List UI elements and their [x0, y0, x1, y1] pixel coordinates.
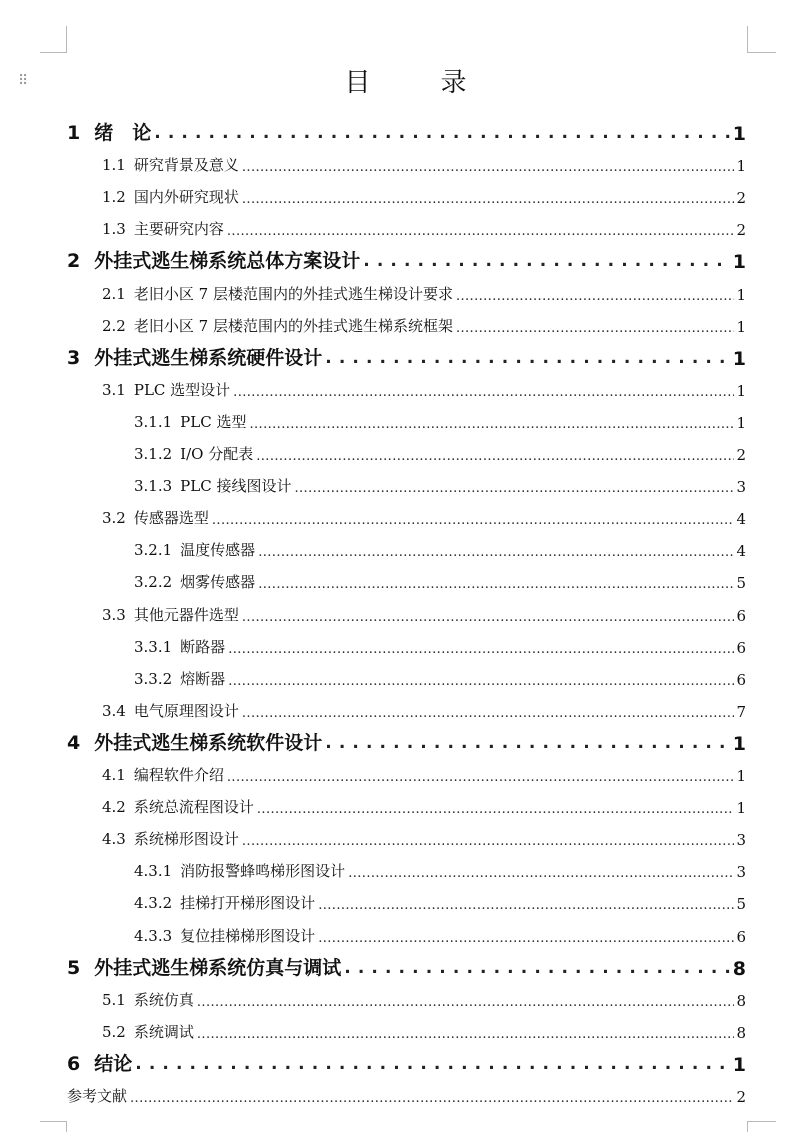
toc-section-entry[interactable]: [134, 633, 746, 657]
toc-dot-leader: [294, 482, 734, 492]
toc-entry-label: [102, 507, 209, 528]
page-corner-mark-bottom-right: [747, 1121, 776, 1132]
toc-entry-label: [102, 315, 453, 336]
toc-page-number: 2: [736, 221, 746, 239]
toc-references-entry[interactable]: [67, 1082, 746, 1106]
toc-entry-label: [102, 828, 239, 849]
toc-chapter-entry[interactable]: [67, 1050, 746, 1076]
toc-section-entry[interactable]: [102, 280, 746, 304]
toc-page-number: 3: [736, 478, 746, 496]
toc-section-entry[interactable]: [134, 440, 746, 464]
toc-section-entry[interactable]: [102, 1018, 746, 1042]
toc-chapter-entry[interactable]: [67, 344, 746, 370]
toc-section-entry[interactable]: [102, 761, 746, 785]
toc-page-number: 3: [736, 831, 746, 849]
toc-entry-text: 系统调试: [133, 1023, 194, 1041]
toc-entry-text: 国内外研究现状: [133, 188, 239, 206]
toc-entry-number: 3.3.2: [134, 670, 173, 688]
toc-entry-text: 外挂式逃生梯系统仿真与调试: [94, 957, 342, 979]
toc-entry-text: 消防报警蜂鸣梯形图设计: [180, 862, 346, 880]
toc-entry-text: 系统梯形图设计: [133, 830, 239, 848]
toc-entry-number: 4.2: [102, 798, 126, 816]
toc-entry-label: [67, 343, 322, 370]
toc-entry-label: [102, 1021, 194, 1042]
toc-entry-number: 2.2: [102, 317, 126, 335]
toc-entry-text: 老旧小区 7 层楼范围内的外挂式逃生梯设计要求: [133, 285, 453, 303]
toc-entry-label: [134, 571, 255, 592]
toc-page-number: 1: [736, 157, 746, 175]
toc-page-number: 4: [736, 542, 746, 560]
toc-section-entry[interactable]: [102, 183, 746, 207]
page-corner-mark-top-right: [747, 26, 776, 53]
toc-dot-leader: [130, 1092, 734, 1102]
toc-section-entry[interactable]: [102, 825, 746, 849]
toc-page-number: 2: [736, 189, 746, 207]
toc-entry-number: 3.3.1: [134, 638, 173, 656]
toc-section-entry[interactable]: [134, 408, 746, 432]
toc-entry-label: [134, 443, 253, 464]
toc-entry-number: 1.1: [102, 156, 126, 174]
toc-entry-text: 系统总流程图设计: [133, 798, 254, 816]
toc-page-number: 8: [736, 992, 746, 1010]
toc-entry-number: 3.2.1: [134, 541, 173, 559]
toc-section-entry[interactable]: [134, 889, 746, 913]
toc-chapter-entry[interactable]: [67, 729, 746, 755]
toc-entry-number: 4.3.1: [134, 862, 173, 880]
toc-entry-number: 4: [67, 732, 81, 754]
toc-entry-text: 断路器: [180, 638, 226, 656]
toc-entry-number: 5: [67, 957, 81, 979]
toc-entry-number: 2: [67, 250, 81, 272]
toc-dot-leader: [258, 546, 734, 556]
toc-entry-label: [134, 636, 225, 657]
toc-section-entry[interactable]: [102, 151, 746, 175]
toc-entry-number: 3.2: [102, 509, 126, 527]
toc-entry-label: [102, 283, 453, 304]
toc-page-number: 1: [732, 1054, 746, 1076]
toc-section-entry[interactable]: [134, 922, 746, 946]
toc-dot-leader: [256, 450, 734, 460]
toc-page-number: 6: [736, 671, 746, 689]
toc-page-number: 8: [736, 1024, 746, 1042]
toc-entry-text: 参考文献: [67, 1087, 128, 1105]
toc-dot-leader: [258, 578, 734, 588]
toc-entry-label: [134, 860, 345, 881]
toc-page-number: 1: [732, 348, 746, 370]
toc-page-number: 1: [736, 799, 746, 817]
toc-entry-text: 外挂式逃生梯系统软件设计: [94, 732, 323, 754]
toc-page-number: 3: [736, 863, 746, 881]
toc-entry-text: 系统仿真: [133, 991, 194, 1009]
toc-section-entry[interactable]: [102, 697, 746, 721]
toc-entry-label: [67, 953, 341, 980]
toc-entry-number: 3.1.3: [134, 477, 173, 495]
toc-entry-number: 4.3: [102, 830, 126, 848]
toc-entry-label: [67, 728, 322, 755]
toc-chapter-entry[interactable]: [67, 247, 746, 273]
toc-entry-label: [102, 604, 239, 625]
page-title: 目 录: [344, 68, 489, 98]
toc-page-number: 7: [736, 703, 746, 721]
toc-entry-text: I/O 分配表: [180, 445, 254, 463]
toc-entry-number: 4.3.3: [134, 927, 173, 945]
toc-entry-label: [102, 764, 224, 785]
toc-entry-label: [102, 700, 239, 721]
toc-dot-leader: [227, 771, 735, 781]
toc-entry-label: [102, 186, 239, 207]
toc-page-number: 2: [736, 1088, 746, 1106]
toc-page-number: 5: [736, 574, 746, 592]
toc-entry-text: 复位挂梯梯形图设计: [180, 927, 316, 945]
toc-entry-text: 其他元器件选型: [133, 606, 239, 624]
toc-dot-leader: [197, 996, 735, 1006]
toc-entry-number: 3.1.2: [134, 445, 173, 463]
toc-entry-number: 3.1: [102, 381, 126, 399]
toc-dot-leader: [154, 128, 731, 140]
drag-handle-icon[interactable]: ⠿: [18, 73, 28, 89]
toc-section-entry[interactable]: [102, 601, 746, 625]
toc-section-entry[interactable]: [134, 472, 746, 496]
toc-page-number: 8: [732, 958, 746, 980]
toc-entry-label: [134, 475, 291, 496]
toc-dot-leader: [242, 835, 735, 845]
toc-entry-text: 熔断器: [180, 670, 226, 688]
toc-entry-text: 主要研究内容: [133, 220, 224, 238]
toc-entry-label: [134, 892, 315, 913]
toc-entry-label: [102, 218, 224, 239]
toc-page-number: 1: [736, 318, 746, 336]
toc-entry-number: 3.1.1: [134, 413, 173, 431]
toc-page-number: 1: [736, 382, 746, 400]
toc-dot-leader: [227, 225, 735, 235]
toc-entry-number: 5.2: [102, 1023, 126, 1041]
toc-dot-leader: [456, 322, 735, 332]
toc-entry-label: [134, 411, 246, 432]
toc-dot-leader: [325, 353, 731, 365]
toc-page-number: 1: [736, 286, 746, 304]
toc-page-number: 1: [732, 123, 746, 145]
toc-entry-label: [134, 668, 225, 689]
toc-dot-leader: [257, 803, 735, 813]
toc-entry-number: 3.2.2: [134, 573, 173, 591]
toc-section-entry[interactable]: [102, 986, 746, 1010]
toc-page-number: 6: [736, 928, 746, 946]
toc-dot-leader: [233, 386, 734, 396]
toc-entry-text: 编程软件介绍: [133, 766, 224, 784]
toc-entry-label: [134, 539, 255, 560]
toc-section-entry[interactable]: [102, 376, 746, 400]
toc-section-entry[interactable]: [102, 504, 746, 528]
page-corner-mark-bottom-left: [40, 1121, 67, 1132]
toc-dot-leader: [249, 418, 734, 428]
toc-entry-number: 5.1: [102, 991, 126, 1009]
toc-entry-number: 1.2: [102, 188, 126, 206]
toc-page-number: 4: [736, 510, 746, 528]
toc-entry-text: 结论: [94, 1053, 133, 1075]
toc-entry-text: 外挂式逃生梯系统总体方案设计: [94, 250, 361, 272]
toc-section-entry[interactable]: [134, 536, 746, 560]
toc-entry-text: 传感器选型: [133, 509, 209, 527]
toc-dot-leader: [242, 193, 735, 203]
toc-dot-leader: [456, 290, 735, 300]
toc-dot-leader: [348, 867, 734, 877]
toc-page-number: 1: [732, 733, 746, 755]
toc-entry-text: PLC 选型: [180, 413, 247, 431]
toc-page-number: 1: [732, 251, 746, 273]
toc-dot-leader: [228, 675, 734, 685]
toc-entry-number: 3.3: [102, 606, 126, 624]
toc-section-entry[interactable]: [102, 793, 746, 817]
toc-entry-number: 4.1: [102, 766, 126, 784]
toc-dot-leader: [242, 161, 735, 171]
toc-entry-text: 外挂式逃生梯系统硬件设计: [94, 347, 323, 369]
toc-page-number: 1: [736, 414, 746, 432]
toc-entry-number: 3: [67, 347, 81, 369]
toc-entry-label: [67, 246, 360, 273]
toc-chapter-entry[interactable]: [67, 119, 746, 145]
toc-chapter-entry[interactable]: [67, 954, 746, 980]
toc-dot-leader: [363, 256, 731, 268]
toc-dot-leader: [325, 738, 731, 750]
toc-entry-text: PLC 选型设计: [133, 381, 231, 399]
toc-entry-label: [67, 1085, 127, 1106]
toc-entry-text: 绪 论: [94, 122, 152, 144]
toc-section-entry[interactable]: [134, 665, 746, 689]
toc-entry-text: 烟雾传感器: [180, 573, 256, 591]
toc-entry-text: 挂梯打开梯形图设计: [180, 894, 316, 912]
toc-dot-leader: [242, 707, 735, 717]
toc-dot-leader: [197, 1028, 735, 1038]
toc-page-number: 5: [736, 895, 746, 913]
toc-entry-text: 老旧小区 7 层楼范围内的外挂式逃生梯系统框架: [133, 317, 453, 335]
toc-section-entry[interactable]: [134, 857, 746, 881]
toc-entry-text: 研究背景及意义: [133, 156, 239, 174]
toc-entry-number: 6: [67, 1053, 81, 1075]
toc-page-number: 6: [736, 639, 746, 657]
toc-dot-leader: [318, 932, 734, 942]
toc-entry-number: 4.3.2: [134, 894, 173, 912]
toc-entry-number: 2.1: [102, 285, 126, 303]
toc-page-number: 6: [736, 607, 746, 625]
toc-entry-text: 电气原理图设计: [133, 702, 239, 720]
toc-section-entry[interactable]: [134, 568, 746, 592]
toc-entry-label: [67, 118, 151, 145]
toc-dot-leader: [135, 1059, 731, 1071]
toc-dot-leader: [344, 963, 731, 975]
page-corner-mark-top-left: [40, 26, 67, 53]
toc-page-number: 1: [736, 767, 746, 785]
toc-entry-number: 1.3: [102, 220, 126, 238]
toc-entry-label: [102, 154, 239, 175]
toc-section-entry[interactable]: [102, 215, 746, 239]
toc-dot-leader: [242, 611, 735, 621]
toc-entry-label: [102, 989, 194, 1010]
toc-dot-leader: [318, 899, 734, 909]
toc-entry-label: [134, 925, 315, 946]
toc-entry-label: [102, 379, 230, 400]
toc-entry-label: [102, 796, 254, 817]
toc-entry-text: 温度传感器: [180, 541, 256, 559]
toc-entry-text: PLC 接线图设计: [180, 477, 292, 495]
toc-section-entry[interactable]: [102, 312, 746, 336]
toc-entry-number: 3.4: [102, 702, 126, 720]
toc-page-number: 2: [736, 446, 746, 464]
toc-entry-number: 1: [67, 122, 81, 144]
toc-dot-leader: [228, 643, 734, 653]
toc-entry-label: [67, 1049, 132, 1076]
toc-dot-leader: [212, 514, 735, 524]
